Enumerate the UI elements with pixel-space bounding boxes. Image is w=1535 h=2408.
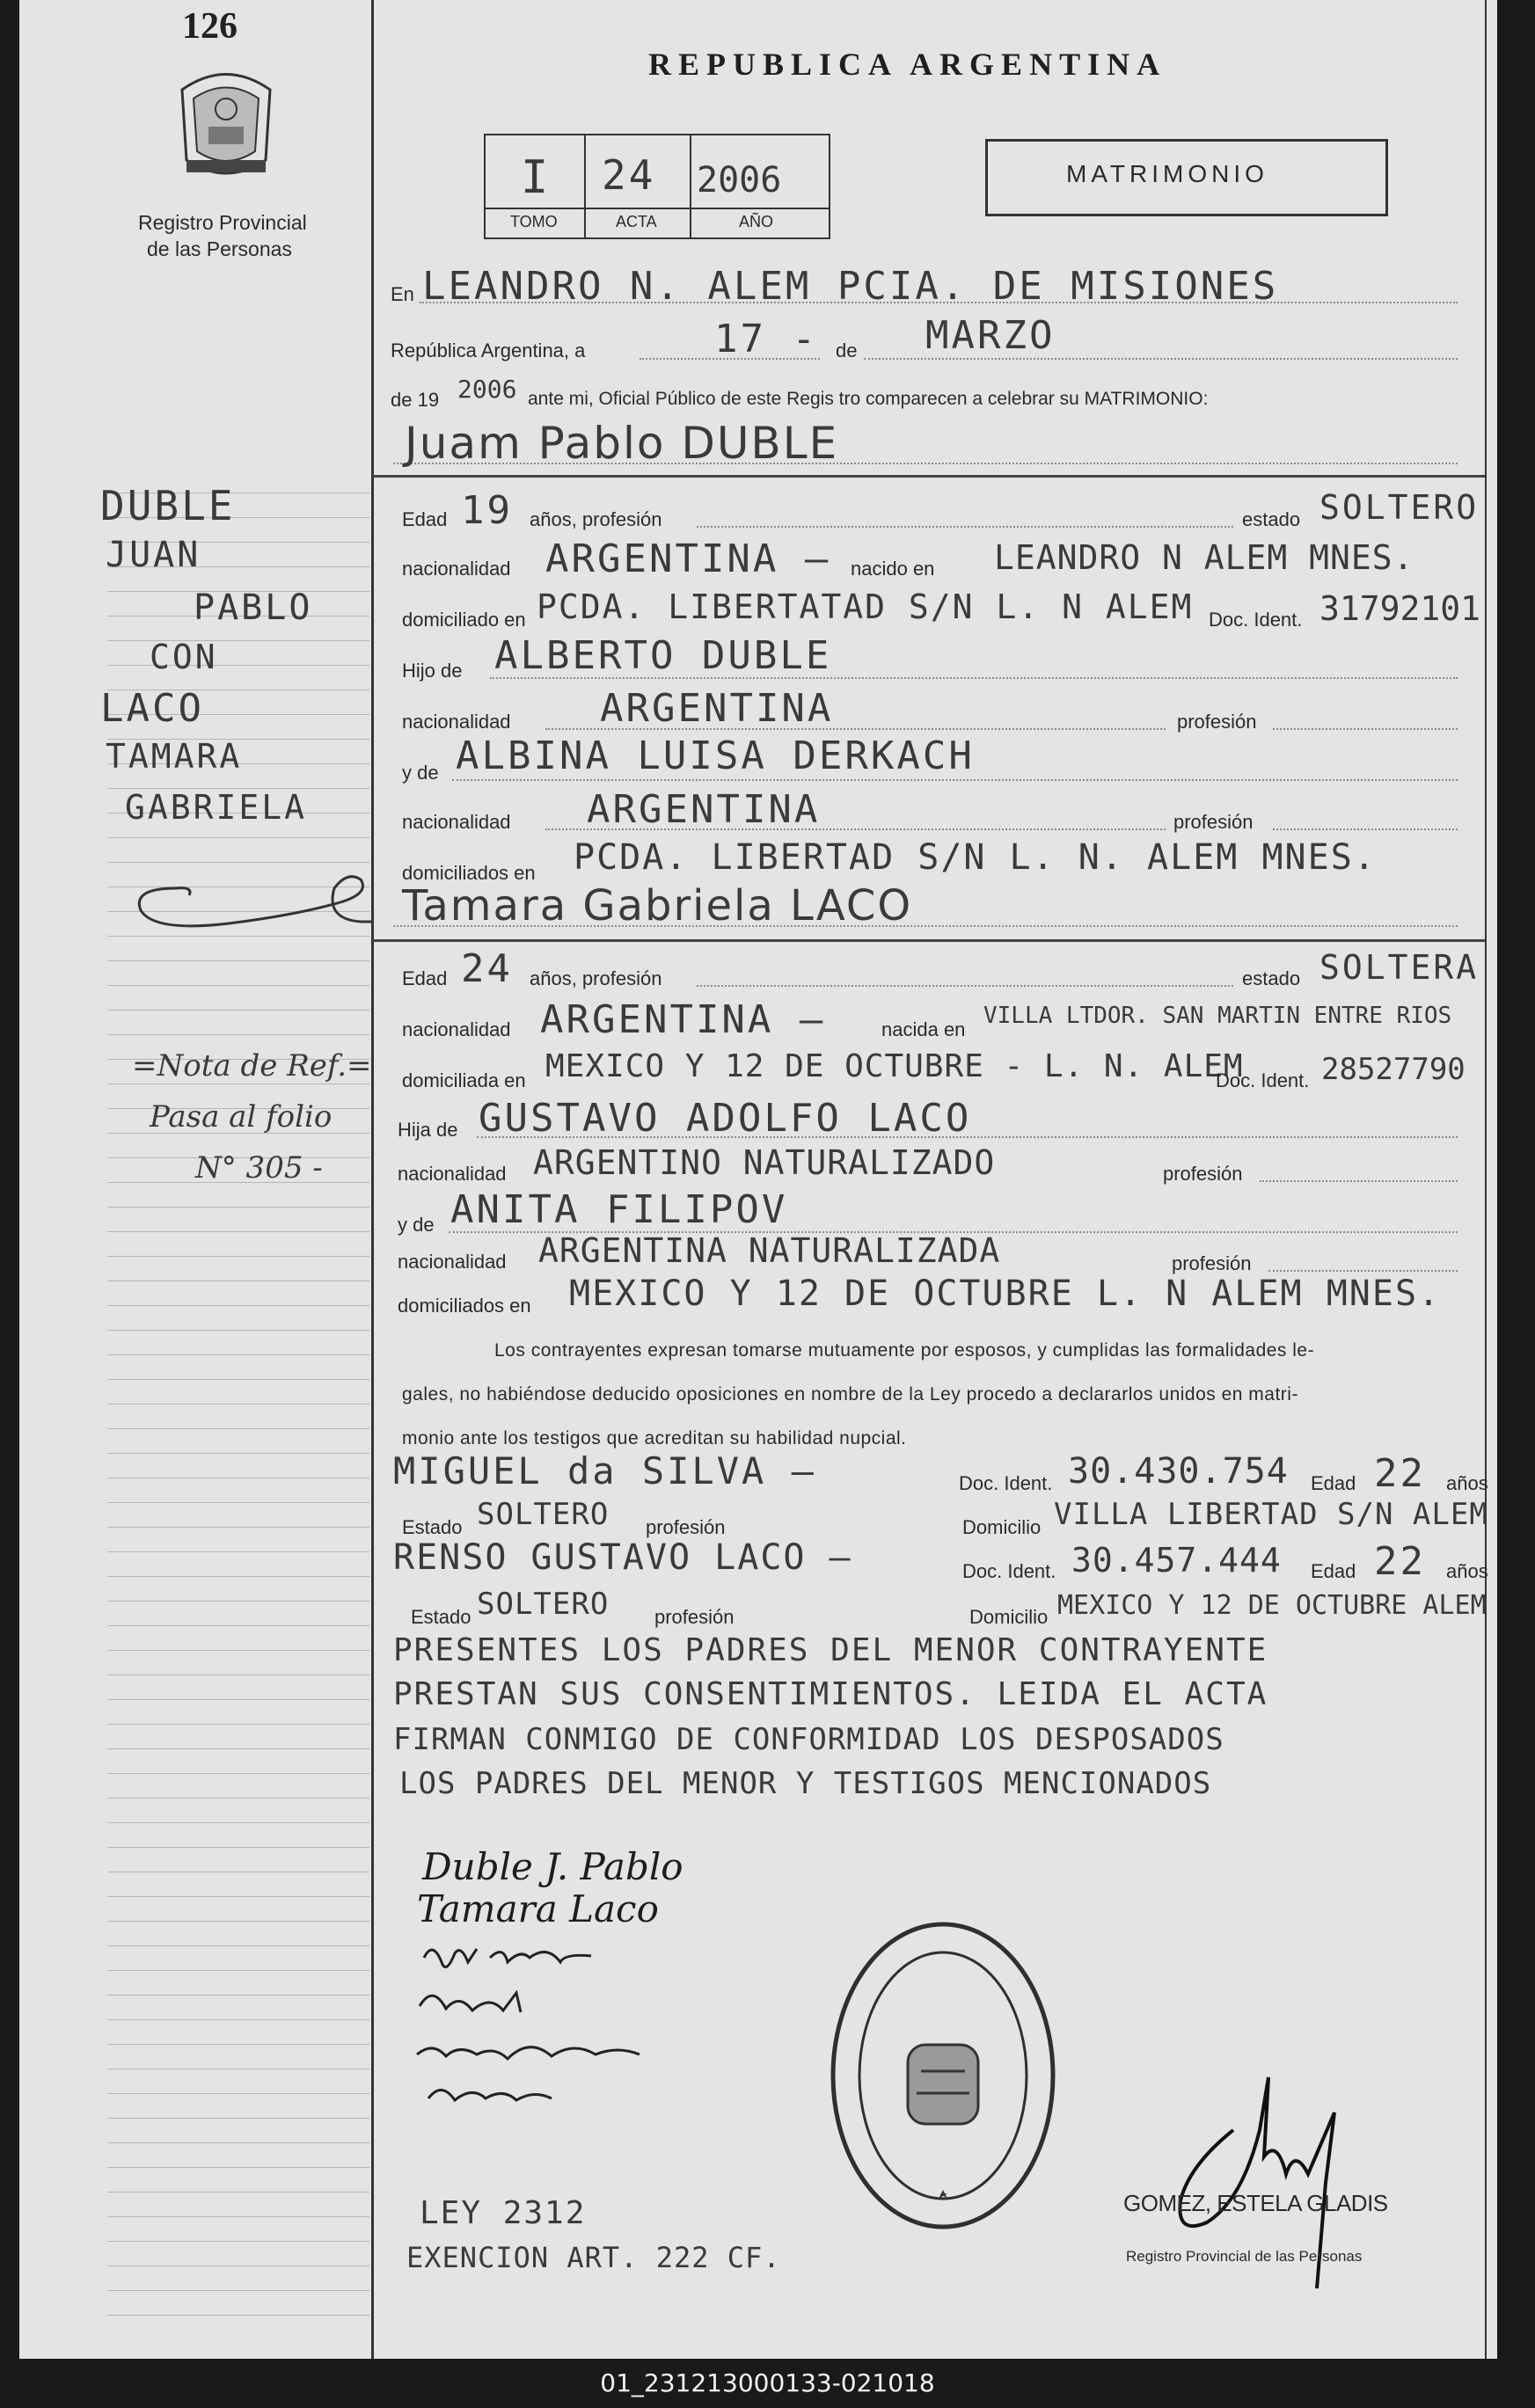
witness2-name: RENSO GUSTAVO LACO — [393, 1537, 852, 1578]
margin-rule [107, 1970, 369, 1971]
margin-rule [107, 1207, 369, 1208]
margin-rule [107, 1379, 369, 1380]
bride-hija-label: Hija de [398, 1119, 458, 1141]
bride-mother-nac-label: nacionalidad [398, 1251, 507, 1273]
bride-estado-label: estado [1242, 967, 1301, 989]
acta-value: 24 [602, 151, 656, 199]
intro-official-text: ante mi, Oficial Público de este Regis tro comparecen a celebrar su MATRIMONIO: [528, 389, 1209, 409]
margin-rule [107, 1945, 369, 1946]
province-seal-logo [169, 63, 283, 186]
margin-rule [107, 1428, 369, 1429]
margin-rule [107, 1921, 369, 1922]
official-stamp [824, 1917, 1062, 2234]
intro-en-label: En [391, 283, 414, 305]
column-separator [371, 0, 374, 2359]
groom-edad-label: Edad [402, 508, 448, 530]
witness1-domicilio-label: Domicilio [962, 1516, 1042, 1538]
witness1-estado: SOLTERO [477, 1497, 610, 1532]
bride-mother-nac: ARGENTINA NATURALIZADA [538, 1231, 1001, 1270]
document-page [19, 0, 1497, 2359]
margin-rule [107, 2315, 369, 2316]
margin-note-line1: =Nota de Ref.= [132, 1048, 372, 1084]
document-title: REPUBLICA ARGENTINA [648, 47, 1167, 82]
groom-father-nac: ARGENTINA [600, 686, 834, 731]
margin-rule [107, 1502, 369, 1503]
bride-estado: SOLTERA [1319, 948, 1480, 987]
groom-domiciliado-label: domiciliado en [402, 609, 526, 631]
margin-bride-name2: GABRIELA [125, 788, 308, 827]
margin-rule [107, 1748, 369, 1749]
bride-mother-prof-label: profesión [1172, 1252, 1252, 1274]
groom-estado-label: estado [1242, 508, 1301, 530]
witness2-estado: SOLTERO [477, 1587, 610, 1622]
groom-father-prof-line [1273, 728, 1458, 730]
intro-year-prefix: de 19 [391, 389, 440, 411]
witness1-edad: 22 [1374, 1451, 1426, 1496]
observation-line-3: FIRMAN CONMIGO DE CONFORMIDAD LOS DESPOSADOS [393, 1722, 1224, 1757]
groom-mother-nac-label: nacionalidad [402, 811, 511, 833]
bride-mother: ANITA FILIPOV [450, 1187, 788, 1232]
volume-box-divider-1 [584, 134, 586, 237]
margin-rule [107, 1034, 369, 1035]
intro-place: LEANDRO N. ALEM PCIA. DE MISIONES [422, 264, 1279, 309]
margin-rule [107, 2167, 369, 2168]
law-reference: LEY 2312 [420, 2195, 587, 2231]
document-type: MATRIMONIO [1066, 160, 1268, 187]
official-registry: Registro Provincial de las Personas [1126, 2248, 1363, 2265]
groom-hijo-label: Hijo de [402, 660, 463, 682]
witness2-edad: 22 [1374, 1539, 1426, 1584]
intro-month: MARZO [925, 313, 1056, 358]
handwritten-signatures [406, 1931, 705, 2116]
margin-groom-surname: DUBLE [100, 482, 236, 529]
margin-rule [107, 1699, 369, 1700]
anio-value: 2006 [697, 160, 782, 201]
witness1-edad-label: Edad [1311, 1472, 1356, 1494]
bride-nacionalidad: ARGENTINA — [540, 997, 826, 1042]
margin-rule [107, 1354, 369, 1355]
signature-groom: Duble J. Pablo [422, 1845, 683, 1888]
margin-rule [107, 1847, 369, 1848]
margin-rule [107, 1724, 369, 1725]
margin-rule [107, 1305, 369, 1306]
witness1-doc-label: Doc. Ident. [959, 1472, 1053, 1494]
observation-line-2: PRESTAN SUS CONSENTIMIENTOS. LEIDA EL ACTA [393, 1676, 1268, 1712]
margin-rule [107, 2216, 369, 2217]
intro-republica-label: República Argentina, a [391, 339, 586, 361]
ceremony-line2: gales, no habiéndose deducido oposiciones en nombre de la Ley procedo a declararlos unidos en matri- [402, 1384, 1298, 1405]
groom-father: ALBERTO DUBLE [494, 633, 832, 678]
margin-con: CON [150, 638, 218, 676]
groom-anos-profesion-label: años, profesión [530, 508, 662, 530]
exemption-reference: EXENCION ART. 222 CF. [406, 2241, 781, 2274]
groom-mother-prof-label: profesión [1173, 811, 1254, 833]
file-id-footer: 01_231213000133-021018 [600, 2368, 935, 2397]
margin-rule [107, 2192, 369, 2193]
margin-rule [107, 2019, 369, 2020]
witness2-profesion-label: profesión [654, 1606, 735, 1628]
bride-edad: 24 [461, 946, 513, 991]
groom-edad: 19 [461, 488, 513, 533]
margin-rule [107, 2093, 369, 2094]
intro-de-label: de [836, 339, 858, 361]
bride-mother-prof-line [1268, 1270, 1458, 1272]
right-border [1485, 0, 1487, 2359]
bride-full-name: Tamara Gabriela LACO [402, 881, 913, 930]
witness2-edad-label: Edad [1311, 1560, 1356, 1582]
margin-rule [107, 1404, 369, 1405]
witness1-doc: 30.430.754 [1068, 1451, 1289, 1492]
observation-line-4: LOS PADRES DEL MENOR Y TESTIGOS MENCIONADOS [399, 1766, 1212, 1801]
intro-month-line [864, 358, 1458, 360]
margin-rule [107, 837, 369, 838]
bride-nacida: VILLA LTDOR. SAN MARTIN ENTRE RIOS [983, 1003, 1452, 1029]
margin-note-line2: Pasa al folio [150, 1099, 333, 1135]
groom-nacido: LEANDRO N ALEM MNES. [994, 538, 1414, 577]
margin-rule [107, 1551, 369, 1552]
margin-rule [107, 1330, 369, 1331]
groom-full-name: Juam Pablo DUBLE [405, 418, 839, 469]
margin-rule [107, 1625, 369, 1626]
groom-parents-dom-label: domiciliados en [402, 862, 536, 884]
groom-doc-label: Doc. Ident. [1209, 609, 1303, 631]
groom-father-prof-label: profesión [1177, 711, 1257, 733]
witness1-profesion-label: profesión [646, 1516, 726, 1538]
groom-mother-label: y de [402, 762, 439, 784]
witness2-doc-label: Doc. Ident. [962, 1560, 1056, 1582]
bride-profesion-line [697, 985, 1233, 987]
margin-rule [107, 2142, 369, 2143]
witness2-domicilio-label: Domicilio [969, 1606, 1049, 1628]
margin-rule [107, 2118, 369, 2119]
folio-number: 126 [182, 6, 238, 47]
witness1-anos-label: años [1446, 1472, 1488, 1494]
tomo-value: I [521, 151, 552, 204]
margin-rule [107, 1576, 369, 1577]
groom-mother-nac: ARGENTINA [587, 787, 821, 832]
bride-father-nac: ARGENTINO NATURALIZADO [533, 1143, 996, 1182]
margin-rule [107, 2044, 369, 2045]
groom-domicilio: PCDA. LIBERTATAD S/N L. N ALEM [537, 587, 1194, 626]
witness1-name: MIGUEL da SILVA — [393, 1449, 816, 1492]
margin-rule [107, 1527, 369, 1528]
margin-bride-surname: LACO [100, 686, 204, 731]
margin-note-line3: N° 305 - [195, 1150, 323, 1186]
margin-rule [107, 1896, 369, 1897]
margin-rule [107, 640, 369, 641]
groom-profesion-line [697, 526, 1233, 528]
margin-rule [107, 1256, 369, 1257]
bride-doc-label: Doc. Ident. [1216, 1069, 1310, 1091]
groom-nacido-label: nacido en [851, 558, 935, 580]
margin-groom-name1: JUAN [106, 535, 201, 575]
margin-rule [107, 1010, 369, 1011]
margin-rule [107, 1773, 369, 1774]
margin-rule [107, 2241, 369, 2242]
witness2-doc: 30.457.444 [1071, 1541, 1282, 1580]
witness2-domicilio: MEXICO Y 12 DE OCTUBRE ALEM [1057, 1590, 1487, 1621]
anio-label: AÑO [739, 213, 774, 230]
bride-nacida-label: nacida en [881, 1018, 966, 1040]
bride-domiciliada-label: domiciliada en [402, 1069, 526, 1091]
bride-anos-profesion-label: años, profesión [530, 967, 662, 989]
margin-rule [107, 862, 369, 863]
groom-mother: ALBINA LUISA DERKACH [456, 733, 975, 778]
bride-nacionalidad-label: nacionalidad [402, 1018, 511, 1040]
margin-flourish [123, 871, 378, 941]
observation-line-1: PRESENTES LOS PADRES DEL MENOR CONTRAYENTE [393, 1632, 1268, 1668]
witness2-estado-label: Estado [411, 1606, 471, 1628]
groom-father-nac-label: nacionalidad [402, 711, 511, 733]
bride-domicilio: MEXICO Y 12 DE OCTUBRE - L. N. ALEM [545, 1048, 1244, 1084]
margin-rule [107, 1650, 369, 1651]
groom-section-rule [373, 475, 1485, 478]
bride-edad-label: Edad [402, 967, 448, 989]
official-name: GOMEZ, ESTELA GLADIS [1123, 2190, 1388, 2216]
ceremony-line1: Los contrayentes expresan tomarse mutuamente por esposos, y cumplidas las formalidades le- [494, 1340, 1315, 1361]
margin-rule [107, 960, 369, 961]
groom-parents-dom: PCDA. LIBERTAD S/N L. N. ALEM MNES. [574, 837, 1377, 878]
margin-rule [107, 1231, 369, 1232]
witness1-estado-label: Estado [402, 1516, 463, 1538]
registry-name-line1: Registro Provincial [138, 211, 307, 234]
margin-rule [107, 1601, 369, 1602]
margin-rule [107, 1798, 369, 1799]
bride-parents-dom: MEXICO Y 12 DE OCTUBRE L. N ALEM MNES. [569, 1273, 1442, 1314]
ceremony-line3: monio ante los testigos que acreditan su habilidad nupcial. [402, 1428, 907, 1448]
margin-groom-name2: PABLO [194, 587, 313, 628]
margin-rule [107, 985, 369, 986]
margin-rule [107, 2290, 369, 2291]
groom-mother-prof-line [1273, 828, 1458, 830]
bride-parents-dom-label: domiciliados en [398, 1295, 531, 1317]
margin-rule [107, 1995, 369, 1996]
signature-bride: Tamara Laco [417, 1887, 659, 1930]
groom-nacionalidad-label: nacionalidad [402, 558, 511, 580]
groom-mother-line [452, 779, 1458, 781]
groom-estado: SOLTERO [1319, 488, 1480, 527]
bride-father-prof-label: profesión [1163, 1163, 1243, 1185]
bride-section-rule [373, 939, 1485, 942]
bride-father: GUSTAVO ADOLFO LACO [479, 1096, 972, 1141]
witness1-domicilio: VILLA LIBERTAD S/N ALEM [1054, 1497, 1488, 1532]
margin-rule [107, 1822, 369, 1823]
bride-father-prof-line [1260, 1180, 1458, 1182]
registry-name-line2: de las Personas [147, 237, 292, 260]
margin-bride-name1: TAMARA [106, 737, 243, 776]
bride-mother-label: y de [398, 1214, 435, 1236]
witness2-anos-label: años [1446, 1560, 1488, 1582]
bride-doc: 28527790 [1321, 1052, 1466, 1087]
intro-year: 2006 [457, 375, 517, 404]
groom-doc: 31792101 [1319, 589, 1481, 628]
acta-label: ACTA [616, 213, 657, 230]
margin-rule [107, 1453, 369, 1454]
volume-box-labels-rule [484, 208, 829, 209]
volume-box-divider-2 [690, 134, 691, 237]
bride-father-nac-label: nacionalidad [398, 1163, 507, 1185]
tomo-label: TOMO [510, 213, 558, 230]
margin-rule [107, 665, 369, 666]
intro-day: 17 - [714, 317, 818, 361]
groom-nacionalidad: ARGENTINA — [545, 536, 831, 581]
